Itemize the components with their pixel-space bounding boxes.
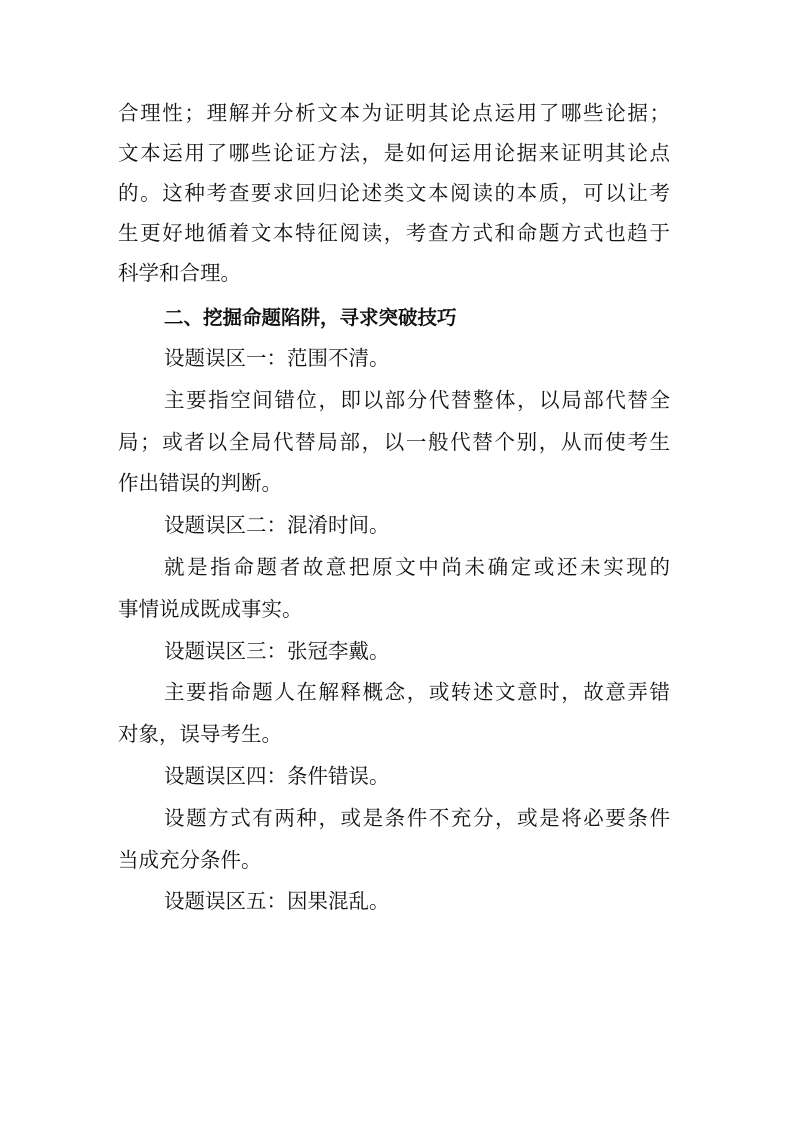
paragraph-line: 生更好地循着文本特征阅读，考查方式和命题方式也趋于 (118, 221, 670, 245)
pitfall-heading: 设题误区五：因果混乱。 (164, 889, 390, 913)
paragraph-line: 对象，误导考生。 (118, 722, 282, 746)
pitfall-heading: 设题误区二：混淆时间。 (164, 513, 390, 537)
paragraph-line: 当成充分条件。 (118, 848, 262, 872)
paragraph-line: 科学和合理。 (118, 261, 241, 285)
pitfall-heading: 设题误区四：条件错误。 (164, 764, 390, 788)
paragraph-line: 就是指命题者故意把原文中尚未确定或还未实现的 (164, 555, 670, 579)
paragraph-line: 主要指命题人在解释概念，或转述文意时，故意弄错 (164, 680, 670, 704)
paragraph-line: 作出错误的判断。 (118, 471, 282, 495)
section-heading: 二、挖掘命题陷阱，寻求突破技巧 (164, 306, 457, 329)
paragraph-line: 设题方式有两种，或是条件不充分，或是将必要条件 (164, 806, 670, 830)
paragraph-line: 局；或者以全局代替局部，以一般代替个别，从而使考生 (118, 430, 670, 454)
paragraph-line: 合理性；理解并分析文本为证明其论点运用了哪些论据； (118, 101, 670, 125)
paragraph-line: 的。这种考查要求回归论述类文本阅读的本质，可以让考 (118, 181, 670, 205)
paragraph-line: 主要指空间错位，即以部分代替整体，以局部代替全 (164, 388, 670, 412)
paragraph-line: 事情说成既成事实。 (118, 597, 303, 621)
paragraph-line: 文本运用了哪些论证方法，是如何运用论据来证明其论点 (118, 141, 670, 165)
pitfall-heading: 设题误区一：范围不清。 (164, 346, 390, 370)
pitfall-heading: 设题误区三：张冠李戴。 (164, 639, 390, 663)
